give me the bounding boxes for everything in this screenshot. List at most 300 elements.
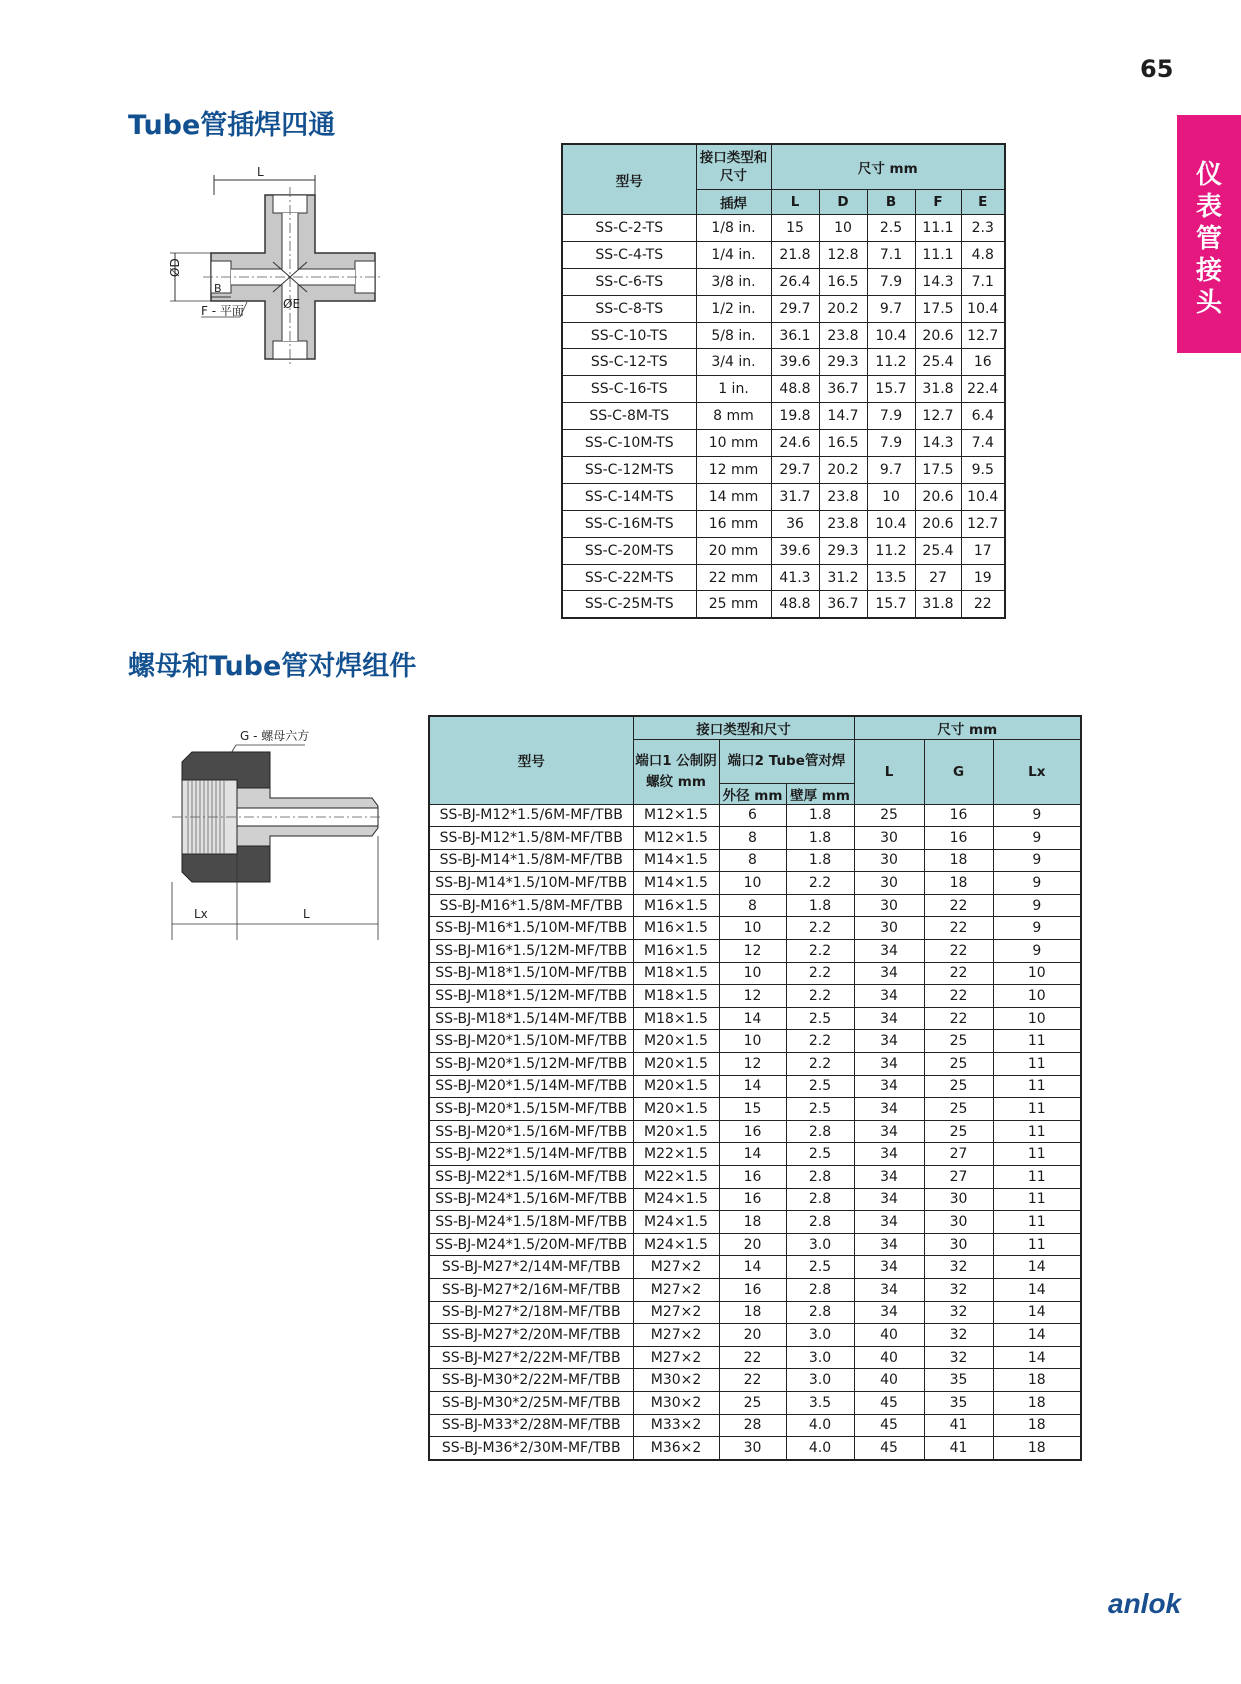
table-row <box>429 1301 1081 1324</box>
table-cell: 9 <box>993 917 1081 940</box>
table-cell: 10.4 <box>867 510 915 537</box>
table-cell: 9 <box>993 894 1081 917</box>
table-cell: SS-BJ-M16*1.5/8M-MF/TBB <box>429 894 633 917</box>
table-cell: SS-BJ-M14*1.5/10M-MF/TBB <box>429 872 633 895</box>
table-cell: 16 <box>719 1278 786 1301</box>
table-cell: 15 <box>719 1098 786 1121</box>
table-cell: 22 <box>924 917 993 940</box>
table-cell: 30 <box>924 1188 993 1211</box>
table-cell: SS-BJ-M16*1.5/10M-MF/TBB <box>429 917 633 940</box>
nut-buttweld-drawing <box>170 728 385 940</box>
table-cell: 39.6 <box>771 537 819 564</box>
table-cell: 18 <box>924 872 993 895</box>
table-cell: M24×1.5 <box>633 1188 719 1211</box>
table-cell: 9 <box>993 872 1081 895</box>
table-cell: 13.5 <box>867 564 915 591</box>
table-cell: 14 <box>719 1007 786 1030</box>
header-port: 接口类型和尺寸 <box>633 716 854 739</box>
table-cell: 25 <box>924 1098 993 1121</box>
table-cell: SS-BJ-M20*1.5/15M-MF/TBB <box>429 1098 633 1121</box>
table-row <box>429 1256 1081 1279</box>
table-cell: 2.5 <box>786 1256 854 1279</box>
table-cell: SS-C-12-TS <box>562 349 696 376</box>
table-row <box>429 1120 1081 1143</box>
table-cell: 27 <box>924 1166 993 1189</box>
table-cell: 11 <box>993 1166 1081 1189</box>
table-cell: 22 <box>924 894 993 917</box>
table-cell: 2.8 <box>786 1278 854 1301</box>
table-cell: 4.8 <box>961 241 1005 268</box>
table-cell: SS-C-8M-TS <box>562 403 696 430</box>
table-cell: 18 <box>924 849 993 872</box>
header-model: 型号 <box>429 716 633 804</box>
table-cell: 23.8 <box>819 483 867 510</box>
table-cell: 10 <box>719 962 786 985</box>
category-side-tab <box>1177 115 1241 353</box>
table-cell: M27×2 <box>633 1278 719 1301</box>
label-D: ØD <box>168 258 182 277</box>
table-cell: 25.4 <box>915 349 961 376</box>
table-cell: 11.1 <box>915 241 961 268</box>
table-cell: 14 <box>993 1324 1081 1347</box>
table-row <box>429 872 1081 895</box>
table-row <box>562 295 1005 322</box>
table-cell: 20 <box>719 1233 786 1256</box>
header-port2: 端口2 Tube管对焊 <box>719 739 854 783</box>
header-od: 外径 mm <box>719 783 786 804</box>
table-cell: 1.8 <box>786 827 854 850</box>
table-cell: SS-BJ-M12*1.5/8M-MF/TBB <box>429 827 633 850</box>
table-cell: 16 <box>719 1188 786 1211</box>
table-cell: 14 <box>993 1301 1081 1324</box>
table-row <box>429 1075 1081 1098</box>
table-cell: 18 <box>993 1437 1081 1460</box>
table-cell: 2.2 <box>786 872 854 895</box>
table-row <box>429 1007 1081 1030</box>
table-cell: 34 <box>854 1120 924 1143</box>
table-cell: M18×1.5 <box>633 962 719 985</box>
table-cell: SS-BJ-M27*2/18M-MF/TBB <box>429 1301 633 1324</box>
table-cell: 9.5 <box>961 457 1005 484</box>
table-cell: 36 <box>771 510 819 537</box>
side-tab-char: 管 <box>1195 224 1222 254</box>
table-cell: 7.1 <box>867 241 915 268</box>
table-cell: 16.5 <box>819 430 867 457</box>
table-cell: SS-BJ-M18*1.5/14M-MF/TBB <box>429 1007 633 1030</box>
side-tab-char: 表 <box>1195 192 1222 222</box>
table-cell: 20.6 <box>915 322 961 349</box>
table-cell: 10.4 <box>961 295 1005 322</box>
table-cell: 1.8 <box>786 804 854 827</box>
table-cell: 16 mm <box>696 510 771 537</box>
table-row <box>562 376 1005 403</box>
table-cell: 7.9 <box>867 403 915 430</box>
table-cell: 22 mm <box>696 564 771 591</box>
table-row <box>429 894 1081 917</box>
table-cell: 17 <box>961 537 1005 564</box>
table-cell: 10.4 <box>961 483 1005 510</box>
table-row <box>429 1098 1081 1121</box>
table-cell: 10 <box>993 1007 1081 1030</box>
table-cell: 15.7 <box>867 376 915 403</box>
side-tab-char: 仪 <box>1195 160 1222 190</box>
table-cell: 7.1 <box>961 268 1005 295</box>
table-row <box>429 827 1081 850</box>
table-cell: 2.2 <box>786 1053 854 1076</box>
table-cell: 18 <box>719 1211 786 1234</box>
table-cell: 3.0 <box>786 1346 854 1369</box>
header-model: 型号 <box>562 144 696 215</box>
table-cell: 35 <box>924 1369 993 1392</box>
table-cell: 20 <box>719 1324 786 1347</box>
table-cell: 31.2 <box>819 564 867 591</box>
section-title-buttweld-assembly: 螺母和Tube管对焊组件 <box>128 651 417 682</box>
table-row <box>429 1166 1081 1189</box>
table-cell: 2.8 <box>786 1120 854 1143</box>
table-cell: 30 <box>854 917 924 940</box>
table-cell: M16×1.5 <box>633 940 719 963</box>
table-cell: M24×1.5 <box>633 1211 719 1234</box>
table-cell: 16 <box>924 827 993 850</box>
table-cell: SS-C-25M-TS <box>562 591 696 618</box>
table-cell: SS-BJ-M27*2/22M-MF/TBB <box>429 1346 633 1369</box>
table-cell: 26.4 <box>771 268 819 295</box>
table-cell: SS-C-12M-TS <box>562 457 696 484</box>
table-cell: M12×1.5 <box>633 827 719 850</box>
table-cell: SS-C-16-TS <box>562 376 696 403</box>
table-cell: 41 <box>924 1437 993 1460</box>
table-cell: 12.8 <box>819 241 867 268</box>
table-cell: 14 <box>719 1075 786 1098</box>
buttweld-spec-table <box>428 715 1082 1461</box>
table-cell: SS-BJ-M12*1.5/6M-MF/TBB <box>429 804 633 827</box>
table-cell: 30 <box>854 827 924 850</box>
header-port1: 端口1 公制阴螺纹 mm <box>633 739 719 804</box>
table-cell: 29.7 <box>771 295 819 322</box>
table-cell: 18 <box>993 1369 1081 1392</box>
table-cell: 31.8 <box>915 376 961 403</box>
table-cell: 9 <box>993 804 1081 827</box>
table-row <box>429 1053 1081 1076</box>
table-cell: 27 <box>915 564 961 591</box>
table-cell: 45 <box>854 1437 924 1460</box>
table-cell: 40 <box>854 1346 924 1369</box>
table-cell: 22 <box>719 1369 786 1392</box>
table-cell: 34 <box>854 985 924 1008</box>
header-port: 接口类型和尺寸 <box>696 144 771 190</box>
table-cell: SS-BJ-M20*1.5/10M-MF/TBB <box>429 1030 633 1053</box>
table-cell: SS-BJ-M24*1.5/16M-MF/TBB <box>429 1188 633 1211</box>
table-cell: 14 <box>993 1256 1081 1279</box>
table-cell: 34 <box>854 1075 924 1098</box>
table-cell: 20.2 <box>819 457 867 484</box>
table-row <box>429 1188 1081 1211</box>
header-dims: 尺寸 mm <box>771 144 1005 190</box>
table-cell: 20.6 <box>915 483 961 510</box>
table-row <box>562 349 1005 376</box>
table-row <box>429 1369 1081 1392</box>
section-title-cross: Tube管插焊四通 <box>128 110 336 141</box>
table-cell: 12.7 <box>915 403 961 430</box>
table-cell: 9 <box>993 940 1081 963</box>
table-cell: 34 <box>854 1301 924 1324</box>
table-cell: M16×1.5 <box>633 917 719 940</box>
table-cell: M22×1.5 <box>633 1166 719 1189</box>
table-cell: 11 <box>993 1211 1081 1234</box>
label-L: L <box>303 907 310 921</box>
table-cell: 29.3 <box>819 349 867 376</box>
table-cell: 2.2 <box>786 940 854 963</box>
label-B: B <box>214 282 222 295</box>
table-cell: SS-BJ-M24*1.5/20M-MF/TBB <box>429 1233 633 1256</box>
table-cell: 14.3 <box>915 268 961 295</box>
side-tab-char: 头 <box>1195 288 1222 318</box>
table-cell: SS-BJ-M16*1.5/12M-MF/TBB <box>429 940 633 963</box>
table-row <box>429 985 1081 1008</box>
table-cell: 40 <box>854 1369 924 1392</box>
table-cell: 12.7 <box>961 510 1005 537</box>
table-cell: SS-BJ-M36*2/30M-MF/TBB <box>429 1437 633 1460</box>
table-cell: 30 <box>924 1211 993 1234</box>
table-cell: 19.8 <box>771 403 819 430</box>
table-row <box>429 1143 1081 1166</box>
table-cell: SS-BJ-M24*1.5/18M-MF/TBB <box>429 1211 633 1234</box>
table-cell: 10 <box>719 1030 786 1053</box>
table-cell: 18 <box>719 1301 786 1324</box>
table-cell: 12 <box>719 1053 786 1076</box>
table-cell: 1 in. <box>696 376 771 403</box>
table-cell: 32 <box>924 1278 993 1301</box>
table-cell: 11.2 <box>867 349 915 376</box>
table-cell: 14 <box>993 1346 1081 1369</box>
table-cell: 20 mm <box>696 537 771 564</box>
table-cell: 22.4 <box>961 376 1005 403</box>
table-cell: 40 <box>854 1324 924 1347</box>
table-cell: 14 mm <box>696 483 771 510</box>
table-cell: 2.5 <box>786 1007 854 1030</box>
table-cell: 9 <box>993 849 1081 872</box>
table-cell: 25 mm <box>696 591 771 618</box>
table-cell: 15.7 <box>867 591 915 618</box>
table-cell: 34 <box>854 1007 924 1030</box>
table-cell: 30 <box>854 872 924 895</box>
table-cell: 48.8 <box>771 591 819 618</box>
table-cell: 11.2 <box>867 537 915 564</box>
table-cell: 3.0 <box>786 1233 854 1256</box>
table-cell: 10 <box>719 872 786 895</box>
table-cell: 11 <box>993 1053 1081 1076</box>
table-cell: M20×1.5 <box>633 1030 719 1053</box>
table-cell: 25 <box>719 1391 786 1414</box>
table-cell: 14 <box>719 1256 786 1279</box>
table-row <box>562 537 1005 564</box>
table-cell: 32 <box>924 1324 993 1347</box>
table-cell: 2.2 <box>786 1030 854 1053</box>
table-cell: 34 <box>854 962 924 985</box>
table-row <box>429 849 1081 872</box>
table-row <box>429 940 1081 963</box>
table-cell: 2.8 <box>786 1211 854 1234</box>
header-G: G <box>924 739 993 804</box>
table-cell: 28 <box>719 1414 786 1437</box>
table-cell: 25 <box>924 1053 993 1076</box>
table-cell: SS-C-20M-TS <box>562 537 696 564</box>
table-cell: 10 <box>993 985 1081 1008</box>
table-cell: 34 <box>854 1278 924 1301</box>
table-cell: 3/4 in. <box>696 349 771 376</box>
page-number: 65 <box>1140 55 1174 83</box>
table-cell: 34 <box>854 1211 924 1234</box>
table-cell: 10 <box>993 962 1081 985</box>
table-cell: 16 <box>961 349 1005 376</box>
table-cell: 34 <box>854 1030 924 1053</box>
table-row <box>562 591 1005 618</box>
table-cell: SS-BJ-M20*1.5/14M-MF/TBB <box>429 1075 633 1098</box>
table-cell: 11.1 <box>915 215 961 242</box>
table-cell: 34 <box>854 1256 924 1279</box>
table-cell: 2.5 <box>786 1098 854 1121</box>
table-cell: SS-BJ-M27*2/14M-MF/TBB <box>429 1256 633 1279</box>
table-cell: 16 <box>924 804 993 827</box>
table-cell: 34 <box>854 1098 924 1121</box>
table-cell: 23.8 <box>819 510 867 537</box>
table-cell: 2.2 <box>786 985 854 1008</box>
table-cell: M20×1.5 <box>633 1120 719 1143</box>
table-cell: SS-BJ-M22*1.5/16M-MF/TBB <box>429 1166 633 1189</box>
label-F: F - 平面 <box>201 304 244 318</box>
table-cell: 36.7 <box>819 591 867 618</box>
table-cell: SS-BJ-M20*1.5/16M-MF/TBB <box>429 1120 633 1143</box>
table-cell: 8 <box>719 849 786 872</box>
table-row <box>429 1233 1081 1256</box>
table-cell: 8 <box>719 894 786 917</box>
table-cell: 2.5 <box>786 1075 854 1098</box>
table-cell: 7.9 <box>867 268 915 295</box>
cross-fitting-drawing <box>165 165 395 375</box>
table-cell: M36×2 <box>633 1437 719 1460</box>
table-cell: 31.8 <box>915 591 961 618</box>
table-cell: SS-BJ-M27*2/20M-MF/TBB <box>429 1324 633 1347</box>
table-cell: 36.1 <box>771 322 819 349</box>
table-cell: 5/8 in. <box>696 322 771 349</box>
table-cell: 18 <box>993 1391 1081 1414</box>
table-cell: 1/2 in. <box>696 295 771 322</box>
table-cell: 2.5 <box>786 1143 854 1166</box>
table-cell: 7.4 <box>961 430 1005 457</box>
table-cell: 23.8 <box>819 322 867 349</box>
table-cell: SS-BJ-M30*2/22M-MF/TBB <box>429 1369 633 1392</box>
table-cell: 6 <box>719 804 786 827</box>
table-cell: 16 <box>719 1120 786 1143</box>
table-cell: 2.8 <box>786 1301 854 1324</box>
table-cell: 32 <box>924 1346 993 1369</box>
table-cell: 9.7 <box>867 457 915 484</box>
table-cell: 1/4 in. <box>696 241 771 268</box>
table-cell: 20.2 <box>819 295 867 322</box>
table-cell: 12 mm <box>696 457 771 484</box>
table-cell: 8 <box>719 827 786 850</box>
table-row <box>562 403 1005 430</box>
table-row <box>429 1324 1081 1347</box>
table-cell: 12.7 <box>961 322 1005 349</box>
table-cell: SS-C-8-TS <box>562 295 696 322</box>
table-cell: 36.7 <box>819 376 867 403</box>
table-cell: 3.0 <box>786 1324 854 1347</box>
table-cell: 22 <box>924 962 993 985</box>
table-cell: 3/8 in. <box>696 268 771 295</box>
table-cell: M27×2 <box>633 1324 719 1347</box>
table-cell: SS-C-2-TS <box>562 215 696 242</box>
table-cell: 2.5 <box>867 215 915 242</box>
table-cell: 32 <box>924 1256 993 1279</box>
table-cell: 35 <box>924 1391 993 1414</box>
table-cell: M12×1.5 <box>633 804 719 827</box>
table-cell: 32 <box>924 1301 993 1324</box>
table-cell: 7.9 <box>867 430 915 457</box>
header-dims: 尺寸 mm <box>854 716 1081 739</box>
table-cell: 21.8 <box>771 241 819 268</box>
table-cell: SS-C-4-TS <box>562 241 696 268</box>
table-cell: SS-BJ-M33*2/28M-MF/TBB <box>429 1414 633 1437</box>
table-cell: M33×2 <box>633 1414 719 1437</box>
header-D: D <box>819 190 867 215</box>
table-cell: 34 <box>854 1188 924 1211</box>
table-cell: 11 <box>993 1030 1081 1053</box>
table-cell: 30 <box>924 1233 993 1256</box>
table-cell: 20.6 <box>915 510 961 537</box>
table-row <box>562 483 1005 510</box>
table-cell: 17.5 <box>915 295 961 322</box>
table-cell: 41.3 <box>771 564 819 591</box>
table-cell: SS-C-10M-TS <box>562 430 696 457</box>
table-cell: SS-BJ-M27*2/16M-MF/TBB <box>429 1278 633 1301</box>
table-cell: 14.7 <box>819 403 867 430</box>
header-B: B <box>867 190 915 215</box>
table-row <box>562 241 1005 268</box>
table-cell: SS-BJ-M20*1.5/12M-MF/TBB <box>429 1053 633 1076</box>
table-cell: 22 <box>961 591 1005 618</box>
table-row <box>562 322 1005 349</box>
table-cell: M20×1.5 <box>633 1053 719 1076</box>
table-cell: 30 <box>719 1437 786 1460</box>
table-cell: 39.6 <box>771 349 819 376</box>
table-cell: 29.7 <box>771 457 819 484</box>
table-cell: 14.3 <box>915 430 961 457</box>
table-cell: M22×1.5 <box>633 1143 719 1166</box>
table-cell: SS-C-6-TS <box>562 268 696 295</box>
table-cell: M14×1.5 <box>633 849 719 872</box>
table-cell: 2.3 <box>961 215 1005 242</box>
table-row <box>562 457 1005 484</box>
table-cell: SS-BJ-M30*2/25M-MF/TBB <box>429 1391 633 1414</box>
table-cell: 34 <box>854 1166 924 1189</box>
table-cell: 29.3 <box>819 537 867 564</box>
table-cell: 17.5 <box>915 457 961 484</box>
table-row <box>429 962 1081 985</box>
table-row <box>562 510 1005 537</box>
table-row <box>429 1414 1081 1437</box>
table-row <box>429 1278 1081 1301</box>
table-cell: 25 <box>924 1120 993 1143</box>
table-cell: SS-C-22M-TS <box>562 564 696 591</box>
table-cell: M14×1.5 <box>633 872 719 895</box>
header-L: L <box>854 739 924 804</box>
table-cell: 30 <box>854 849 924 872</box>
table-cell: M30×2 <box>633 1391 719 1414</box>
table-cell: 45 <box>854 1414 924 1437</box>
table-cell: 1/8 in. <box>696 215 771 242</box>
table-cell: 14 <box>719 1143 786 1166</box>
